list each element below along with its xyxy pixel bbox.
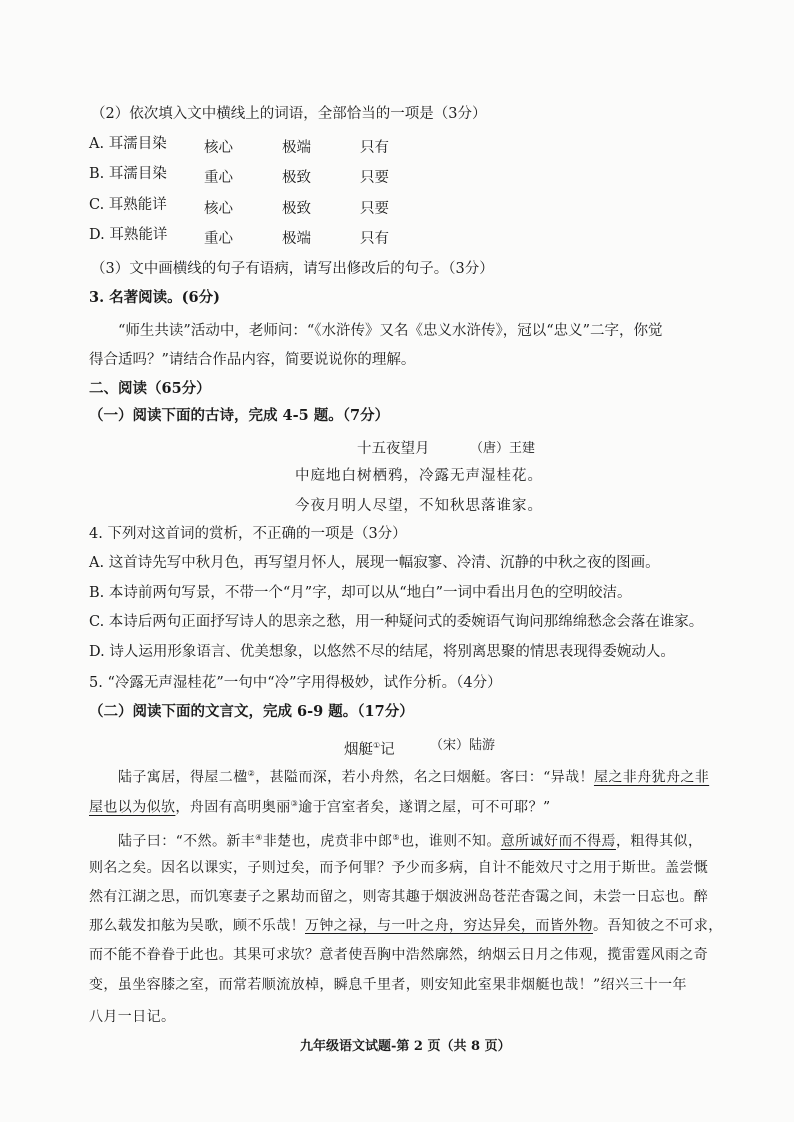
option-word-2: 极致	[282, 170, 311, 186]
essay-text: 。吾知彼之不可求，	[593, 918, 723, 934]
poem-title: 十五夜望月	[357, 441, 430, 457]
poem-author: （唐）王建	[470, 441, 536, 456]
option-label: D. 耳熟能详	[89, 227, 168, 243]
underlined-sentence: 屋也以为似欤	[89, 799, 176, 816]
poem-line-2: 今夜月明人尽望，不知秋思落谁家。	[295, 498, 543, 514]
essay-author: （宋）陆游	[430, 738, 496, 753]
question-3-title: 3. 名著阅读。(6分)	[89, 289, 220, 306]
essay-text: 陆子曰：“不然。新丰	[118, 833, 256, 850]
footnote-marker: ②	[247, 769, 256, 778]
essay-p2-line-1	[118, 828, 702, 852]
section-2-title: 二、阅读（65分）	[89, 380, 211, 397]
essay-title-text: 烟艇	[344, 741, 373, 758]
question-4-stem: 4. 下列对这首词的赏析，不正确的一项是（3分）	[89, 526, 407, 542]
essay-text: ，粗得其似，	[615, 833, 703, 850]
essay-text: 也，谁则不知。	[399, 833, 501, 850]
question-4-option-d: D. 诗人运用形象语言、优美想象，以悠然不尽的结尾，将别离思聚的情思表现得委婉动人。	[89, 644, 675, 660]
essay-p1-line-1	[118, 764, 709, 788]
footnote-marker: ①	[373, 741, 381, 750]
essay-text: 逾于宫室者矣，遂谓之屋，可不可耶？”	[298, 799, 551, 816]
question-3-line-2: 得合适吗？”请结合作品内容，简要说说你的理解。	[89, 352, 416, 368]
essay-p2-line-5: 而不能不眷眷于此也。其果可求欤？意者使吾胸中浩然廓然，纳烟云日月之伟观，揽雷霆风雨之奇	[89, 947, 709, 963]
option-word-1: 核心	[204, 140, 233, 156]
footnote-marker: ⑤	[392, 833, 400, 842]
question-5: 5. “冷露无声湿桂花”一句中“冷”字用得极妙，试作分析。（4分）	[89, 675, 502, 691]
option-label: C. 耳熟能详	[89, 197, 167, 213]
option-label: A. 耳濡目染	[89, 136, 167, 152]
option-word-3: 只要	[360, 170, 389, 186]
option-label: B. 耳濡目染	[89, 166, 167, 182]
essay-p2-line-7: 八月一日记。	[89, 1009, 176, 1025]
option-word-3: 只有	[360, 231, 389, 247]
essay-text: 陆子寓居，得屋二楹	[118, 769, 248, 786]
question-3-line-1: “师生共读”活动中，老师问：“《水浒传》又名《忠义水浒传》，冠以“忠义”二字，你觉	[118, 323, 663, 339]
footnote-marker: ④	[255, 833, 263, 842]
essay-text: ，甚隘而深，若小舟然，名之曰烟艇。客曰：“异哉！	[255, 769, 594, 786]
essay-p2-line-4	[89, 916, 723, 936]
essay-p2-line-6: 变，虽坐容膝之室，而常若顺流放棹，瞬息千里者，则安知此室果非烟艇也哉！”绍兴三十一年	[89, 977, 687, 993]
option-word-1: 重心	[204, 231, 233, 247]
underlined-sentence: 意所诚好而不得焉	[500, 833, 616, 850]
part-2-title: （二）阅读下面的文言文，完成 6-9 题。（17分）	[89, 703, 414, 720]
question-4-option-b: B. 本诗前两句写景，不带一个“月”字，却可以从“地白”一词中看出月色的空明皎洁。	[89, 585, 632, 601]
option-word-2: 极致	[282, 201, 311, 217]
question-2-stem: （2）依次填入文中横线上的词语，全部恰当的一项是（3分）	[91, 106, 487, 122]
page-footer: 九年级语文试题-第 2 页（共 8 页）	[300, 1039, 511, 1054]
option-word-3: 只有	[360, 140, 389, 156]
poem-line-1: 中庭地白树栖鸦，冷露无声湿桂花。	[295, 468, 543, 484]
question-4-option-c: C. 本诗后两句正面抒写诗人的思亲之愁，用一种疑问式的委婉语气询问那绵绵愁念会落在谁家。	[89, 614, 704, 630]
option-word-3: 只要	[360, 201, 389, 217]
underlined-sentence: 屋之非舟犹舟之非	[593, 769, 710, 786]
essay-p2-line-3: 然有江湖之思，而饥寒妻子之累劫而留之，则寄其趣于烟波洲岛苍茫杳霭之间，未尝一日忘也。醉	[89, 889, 709, 905]
question-4-option-a: A. 这首诗先写中秋月色，再写望月怀人，展现一幅寂寥、冷清、沉静的中秋之夜的图画。	[89, 555, 660, 571]
underlined-sentence: 万钟之禄，与一叶之舟，穷达异矣，而皆外物	[305, 918, 593, 934]
essay-p1-line-2	[89, 794, 551, 818]
question-3-sub: （3）文中画横线的句子有语病，请写出修改后的句子。（3分）	[91, 261, 494, 277]
essay-title	[344, 736, 395, 760]
essay-text: ，舟固有高明奥丽	[175, 799, 291, 816]
essay-p2-line-2: 则名之矣。因名以课实，子则过矣，而予何罪？予少而多病，自计不能效尺寸之用于斯世。盖尝慨	[89, 860, 709, 876]
part-1-title: （一）阅读下面的古诗，完成 4-5 题。（7分）	[89, 407, 390, 424]
essay-text: 非楚也，虎贲非中郎	[262, 833, 393, 850]
option-word-1: 核心	[204, 201, 233, 217]
option-word-1: 重心	[204, 170, 233, 186]
essay-text: 那么载发扣舷为吴歌，顾不乐哉！	[89, 918, 305, 934]
footnote-marker: ③	[290, 799, 299, 808]
essay-title-text: 记	[380, 741, 395, 758]
option-word-2: 极端	[282, 231, 311, 247]
option-word-2: 极端	[282, 140, 311, 156]
